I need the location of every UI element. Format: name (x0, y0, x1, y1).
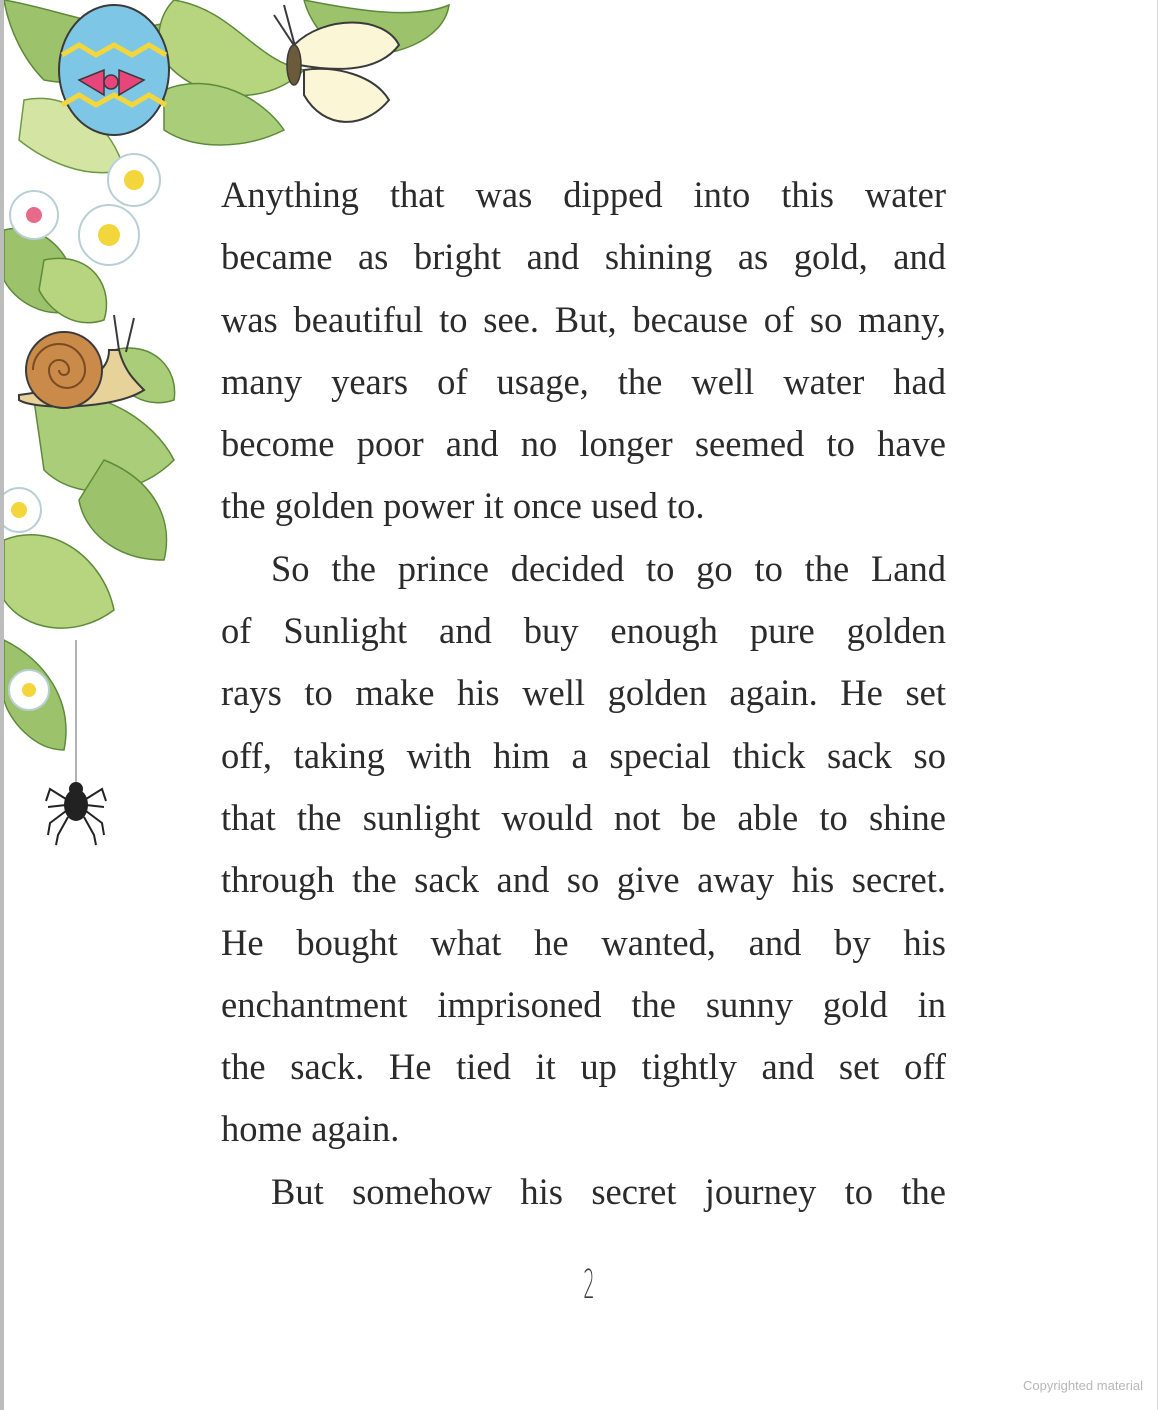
text-line: the sack. He tied it up tightly and set off (221, 1046, 946, 1088)
text-line: many years of usage, the well water had (221, 360, 946, 402)
text-line: off, taking with him a special thick sack so (221, 734, 946, 776)
text-line: of Sunlight and buy enough pure golden (221, 610, 946, 652)
blossom-icon (4, 488, 41, 532)
blossom-icon (79, 205, 139, 265)
text-line: home again. (221, 1108, 400, 1150)
spider-icon (46, 782, 106, 845)
text-line: through the sack and so give away his secret. (221, 859, 946, 901)
blossom-icon (9, 670, 49, 710)
body-text (221, 164, 946, 1223)
text-line: enchantment imprisoned the sunny gold in (221, 983, 946, 1025)
leaf-icon (39, 258, 107, 322)
text-line: But somehow his secret journey to the (271, 1170, 946, 1212)
text-line: So the prince decided to go to the Land (271, 547, 946, 589)
easter-egg-icon (59, 5, 169, 135)
text-line: become poor and no longer seemed to have (221, 423, 946, 465)
leaf-icon (159, 0, 304, 95)
text-line: was beautiful to see. But, because of so many, (221, 298, 946, 340)
text-line: rays to make his well golden again. He set (221, 672, 946, 714)
blossom-icon (108, 154, 160, 206)
text-line: He bought what he wanted, and by his (221, 921, 946, 963)
leaf-icon (4, 535, 114, 628)
page-number: 2 (583, 1262, 595, 1308)
text-line: became as bright and shining as gold, and (221, 236, 946, 278)
text-line: Anything that was dipped into this water (221, 174, 946, 215)
text-line: that the sunlight would not be able to shine (221, 796, 946, 838)
text-line: the golden power it once used to. (221, 485, 705, 527)
copyright-notice: Copyrighted material (1023, 1378, 1143, 1393)
blossom-icon (10, 191, 58, 239)
